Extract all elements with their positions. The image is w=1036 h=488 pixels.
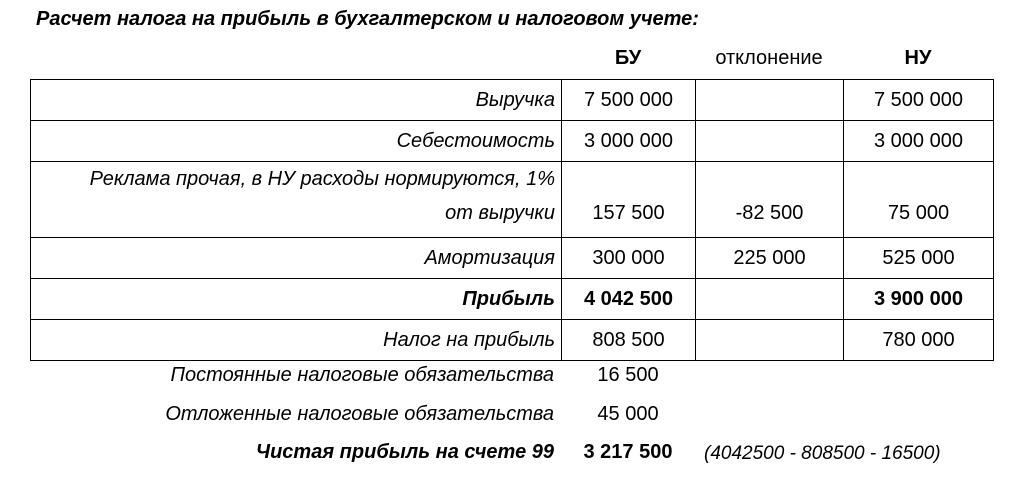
row-label: Амортизация bbox=[31, 238, 562, 279]
table-row bbox=[31, 320, 994, 361]
net-profit-value: 3 217 500 bbox=[583, 441, 673, 463]
row-label bbox=[31, 162, 562, 238]
page-title: Расчет налога на прибыль в бухгалтерском и налоговом учете: bbox=[36, 8, 699, 30]
header-deviation: отклонение bbox=[715, 47, 823, 69]
header-bu: БУ bbox=[614, 47, 642, 69]
cell-deviation bbox=[696, 320, 844, 361]
cell-deviation: 225 000 bbox=[696, 238, 844, 279]
table-row bbox=[31, 279, 994, 320]
permanent-tax-liabilities-value: 16 500 bbox=[597, 364, 659, 386]
row-label: Прибыль bbox=[31, 279, 562, 320]
row-label: Налог на прибыль bbox=[31, 320, 562, 361]
cell-nu: 3 900 000 bbox=[844, 279, 994, 320]
cell-nu: 525 000 bbox=[844, 238, 994, 279]
cell-nu: 3 000 000 bbox=[844, 121, 994, 162]
row-label: Выручка bbox=[31, 80, 562, 121]
permanent-tax-liabilities-label: Постоянные налоговые обязательства bbox=[170, 364, 554, 386]
row-label: Себестоимость bbox=[31, 121, 562, 162]
cell-deviation bbox=[696, 279, 844, 320]
deferred-tax-liabilities-value: 45 000 bbox=[597, 403, 659, 425]
cell-nu: 7 500 000 bbox=[844, 80, 994, 121]
table-row bbox=[31, 121, 994, 162]
header-nu: НУ bbox=[904, 47, 932, 69]
cell-bu: 808 500 bbox=[562, 320, 696, 361]
table-row bbox=[31, 238, 994, 279]
cell-bu: 157 500 bbox=[562, 162, 696, 238]
tax-table bbox=[30, 79, 994, 361]
cell-deviation bbox=[696, 80, 844, 121]
row-label-line2: от выручки bbox=[445, 202, 555, 224]
row-label-line1: Реклама прочая, в НУ расходы нормируются, 1% bbox=[89, 168, 555, 190]
cell-bu: 300 000 bbox=[562, 238, 696, 279]
deferred-tax-liabilities-label: Отложенные налоговые обязательства bbox=[165, 403, 554, 425]
table-row bbox=[31, 80, 994, 121]
cell-deviation: -82 500 bbox=[696, 162, 844, 238]
cell-bu: 4 042 500 bbox=[562, 279, 696, 320]
cell-nu: 75 000 bbox=[844, 162, 994, 238]
cell-bu: 7 500 000 bbox=[562, 80, 696, 121]
net-profit-formula: (4042500 - 808500 - 16500) bbox=[704, 443, 941, 464]
cell-deviation bbox=[696, 121, 844, 162]
net-profit-label: Чистая прибыль на счете 99 bbox=[255, 441, 554, 463]
cell-bu: 3 000 000 bbox=[562, 121, 696, 162]
cell-nu: 780 000 bbox=[844, 320, 994, 361]
table-row bbox=[31, 162, 994, 238]
